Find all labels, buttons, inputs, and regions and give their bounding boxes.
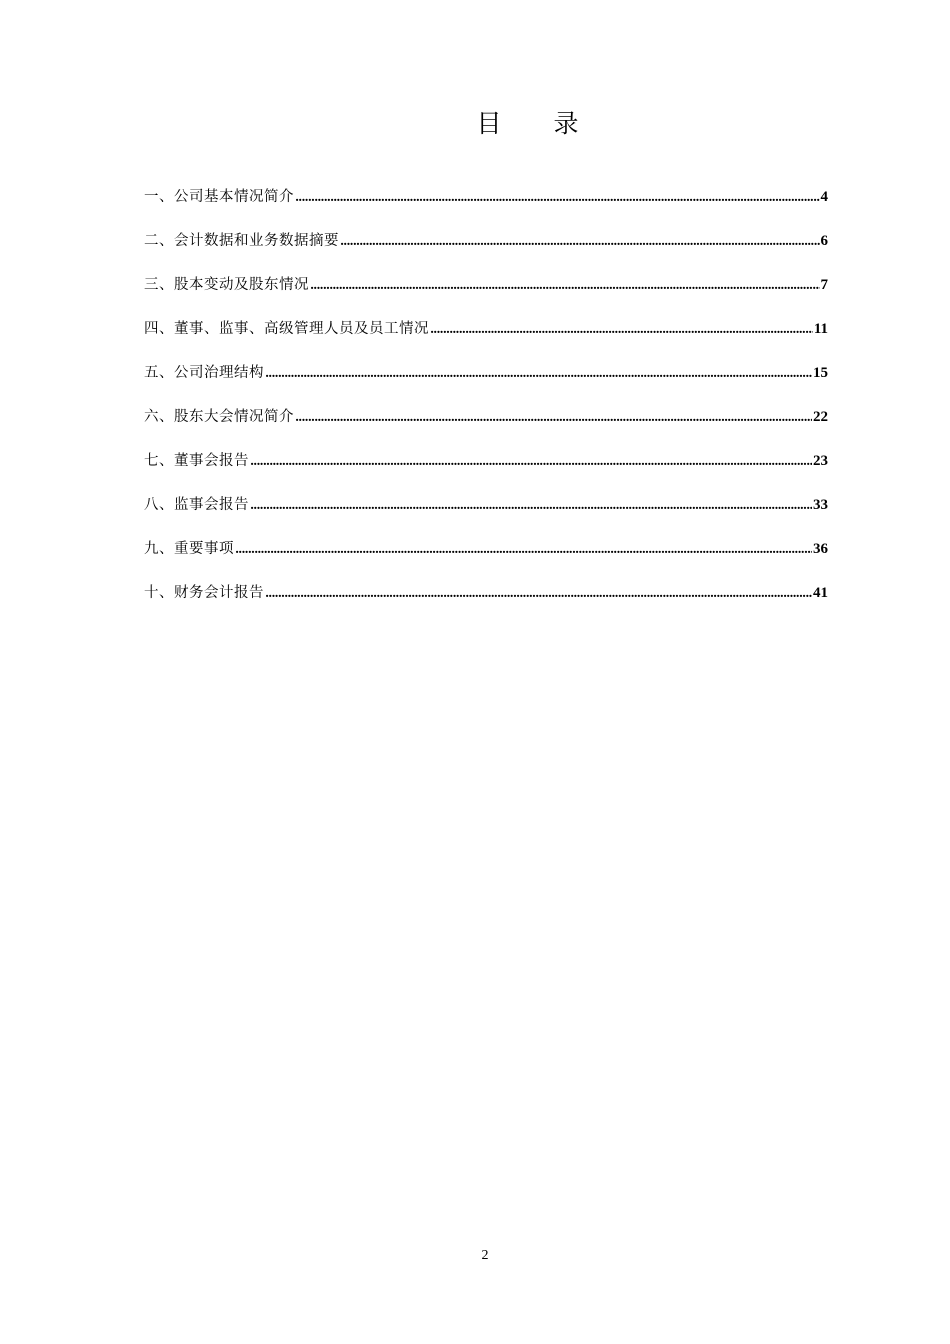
toc-entry-label: 七、董事会报告 (144, 453, 249, 469)
toc-entry[interactable] (144, 491, 828, 535)
toc-leader-dots (235, 535, 812, 563)
toc-entry-label: 八、监事会报告 (144, 497, 249, 513)
page-number: 2 (481, 1248, 489, 1263)
toc-entry[interactable] (144, 227, 828, 271)
toc-entry-label: 十、财务会计报告 (144, 585, 264, 601)
page-title: 目 录 (476, 109, 601, 138)
toc-entry-page: 6 (820, 233, 828, 249)
toc-entry-label: 二、会计数据和业务数据摘要 (144, 233, 339, 249)
toc-entry[interactable] (144, 315, 828, 359)
toc-entry[interactable] (144, 183, 828, 227)
toc-entry[interactable] (144, 403, 828, 447)
toc-entry[interactable] (144, 447, 828, 491)
toc-entry-label: 四、董事、监事、高级管理人员及员工情况 (144, 321, 429, 337)
toc-entry-page: 36 (813, 541, 828, 557)
toc-entry-page: 23 (813, 453, 828, 469)
toc-entry[interactable] (144, 359, 828, 403)
toc-leader-dots (265, 579, 812, 607)
table-of-contents (144, 183, 828, 623)
toc-entry-label: 三、股本变动及股东情况 (144, 277, 309, 293)
toc-entry-label: 六、股东大会情况简介 (144, 409, 294, 425)
toc-entry[interactable] (144, 271, 828, 315)
toc-entry-page: 7 (820, 277, 828, 293)
toc-entry-page: 4 (820, 189, 828, 205)
toc-entry-page: 22 (813, 409, 828, 425)
toc-entry-label: 一、公司基本情况简介 (144, 189, 294, 205)
toc-entry-page: 15 (813, 365, 828, 381)
toc-leader-dots (310, 271, 820, 299)
toc-leader-dots (265, 359, 812, 387)
toc-entry-label: 五、公司治理结构 (144, 365, 264, 381)
toc-leader-dots (250, 447, 812, 475)
toc-entry-page: 33 (813, 497, 828, 513)
toc-leader-dots (295, 403, 812, 431)
toc-leader-dots (295, 183, 820, 211)
toc-leader-dots (340, 227, 820, 255)
toc-entry[interactable] (144, 579, 828, 623)
toc-leader-dots (250, 491, 812, 519)
toc-entry-label: 九、重要事项 (144, 541, 234, 557)
toc-entry[interactable] (144, 535, 828, 579)
toc-entry-page: 41 (813, 585, 828, 601)
toc-entry-page: 11 (813, 321, 828, 337)
toc-leader-dots (430, 315, 813, 343)
